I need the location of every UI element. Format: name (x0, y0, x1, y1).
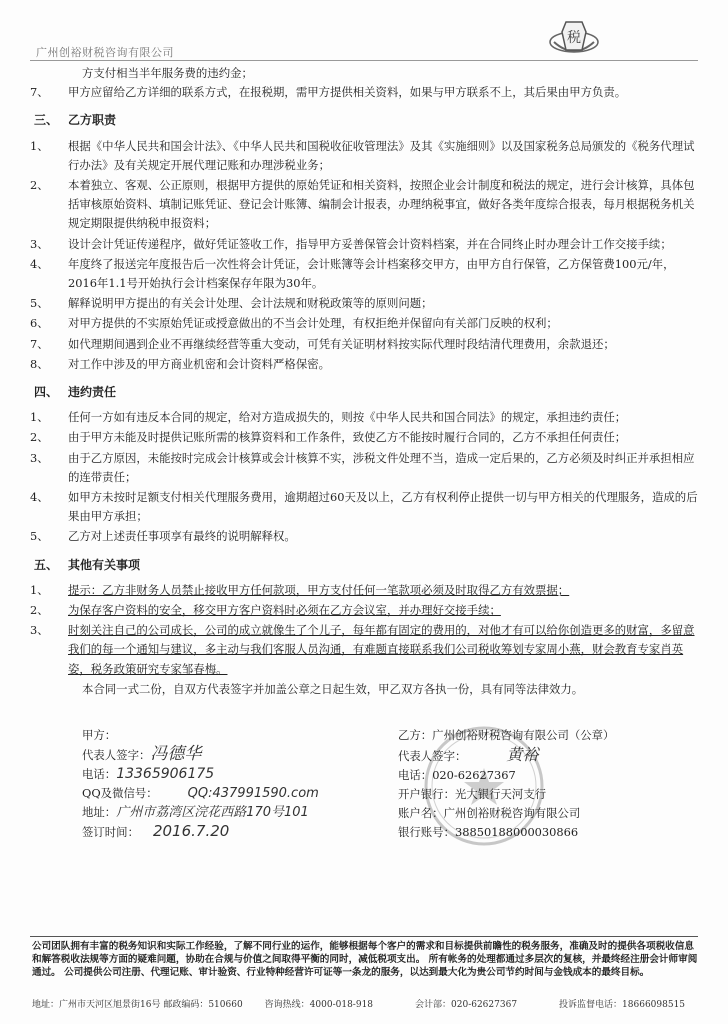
paragraph-text: 由于甲方未能及时提供记账所需的核算资料和工作条件，致使乙方不能按时履行合同的，乙方不承担任何责任； (68, 430, 627, 445)
header-company-name: 广州创裕财税咨询有限公司 (36, 46, 174, 59)
paragraph-text: 乙方对上述责任事项享有最终的说明解释权。 (68, 529, 296, 544)
party-a-date: 2016.7.20 (152, 822, 230, 840)
party-a-address: 广州市荔湾区浣花西路170号101 (116, 805, 309, 820)
paragraph (30, 527, 700, 546)
paragraph (30, 355, 700, 374)
paragraph-text: 任何一方如有违反本合同的规定，给对方造成损失的，则按《中华人民共和国合同法》的规定，承担违约责任； (68, 410, 627, 425)
party-b-signature: 黄裕 (506, 745, 539, 764)
section-title: 违约责任 (68, 385, 117, 400)
paragraph-text: 年度终了报送完年度报告后一次性将会计凭证，会计账簿等会计档案移交甲方，由甲方自行保管，乙方保管费100元/年，2016年1.1号开始执行会计档案保存年限为30年。 (68, 256, 675, 291)
party-b-phone-label: 电话： (398, 768, 433, 782)
paragraph (30, 64, 700, 83)
closing-statement: 本合同一式二份，自双方代表签字并加盖公章之日起生效，甲乙双方各执一份，具有同等法律效力。 (82, 681, 584, 696)
footer-blurb: 公司团队拥有丰富的税务知识和实际工作经验，了解不同行业的运作，能够根据每个客户的需求和目标提供前瞻性的税务服务，准确及时的提供各项税收信息和解答税收法规等方面的疑难问题，协助在合规与价值之间取得平衡的同时，减低税项支出。 所有帐务的处理都通过多层次的复核，并最终经注册会计师审阅通过。 公司提供公司注册、代理记账、审计验资、行业特种经营许可证等一条龙的服务，以达到最大化为贵公司节约时间与金钱成本的最终目标。 (32, 941, 698, 979)
footer-consult-hotline: 咨询热线：4000-018-918 (264, 1000, 374, 1010)
svg-text:税: 税 (567, 30, 581, 46)
paragraph-text: 对工作中涉及的甲方商业机密和会计资料严格保密。 (68, 356, 330, 371)
paragraph-text: 为保存客户资料的安全，移交甲方客户资料时必须在乙方会议室，并办理好交接手续； (68, 603, 501, 618)
section-heading (34, 556, 700, 575)
party-b-account-name-label: 账户名： (398, 806, 444, 820)
paragraph (30, 235, 700, 254)
paragraph-text: 如代理期间遇到企业不再继续经营等重大变动，可凭有关证明材料按实际代理时段结清代理费用，余款退还； (68, 336, 615, 351)
party-b-label: 乙方：广州创裕财税咨询有限公司（公章） (398, 728, 615, 742)
section-heading (34, 111, 700, 130)
paragraph (30, 408, 700, 427)
paragraph (30, 621, 700, 679)
section-title: 其他有关事项 (68, 557, 141, 572)
contract-body (30, 64, 700, 699)
company-logo-icon (548, 16, 600, 64)
party-b-block (398, 726, 614, 842)
party-b-phone: 020-62627367 (432, 768, 516, 782)
paragraph-number: 1、 (30, 138, 49, 153)
paragraph-text: 提示：乙方非财务人员禁止接收甲方任何款项，甲方支付任何一笔款项必须及时取得乙方有效票据； (68, 582, 570, 597)
paragraph-number: 3、 (30, 450, 49, 465)
paragraph (30, 176, 700, 234)
party-a-rep-label: 代表人签字： (82, 748, 151, 762)
party-a-date-label: 签订时间： (82, 825, 139, 839)
footer-contact (32, 997, 702, 1010)
party-b-bank: 光大银行天河支行 (454, 787, 547, 801)
paragraph-number: 3、 (30, 623, 49, 638)
paragraph (30, 428, 700, 447)
paragraph-number: 2、 (30, 603, 49, 618)
paragraph (30, 488, 700, 526)
paragraph (30, 335, 700, 354)
paragraph (30, 314, 700, 333)
section-number: 四、 (34, 385, 59, 400)
footer-complaint-phone: 投诉监督电话：18666098515 (559, 1000, 686, 1010)
paragraph-number: 5、 (30, 296, 49, 311)
paragraph-text: 甲方应留给乙方详细的联系方式，在报税期，需甲方提供相关资料，如果与甲方联系不上，其后果由甲方负责。 (68, 85, 627, 100)
party-b-bank-label: 开户银行： (398, 787, 455, 801)
footer-divider (30, 936, 698, 937)
paragraph-number: 2、 (30, 430, 49, 445)
party-a-qq-label: QQ及微信号： (82, 786, 158, 800)
paragraph-number: 3、 (30, 236, 49, 251)
party-b-account-number: 38850188000030866 (454, 825, 579, 839)
party-b-account-number-label: 银行账号： (398, 825, 455, 839)
paragraph (30, 255, 700, 293)
footer-accounting-phone: 会计部：020-62627367 (415, 1000, 518, 1010)
paragraph-text: 根据《中华人民共和国会计法》、《中华人民共和国税收征收管理法》及其《实施细则》以及国家税务总局颁发的《税务代理试行办法》及有关规定开展代理记账和办理涉税业务； (68, 138, 695, 172)
paragraph (30, 294, 700, 313)
paragraph-number: 6、 (30, 316, 49, 331)
paragraph-text: 如甲方未按时足额支付相关代理服务费用，逾期超过60天及以上，乙方有权利停止提供一切与甲方相关的代理服务，造成的后果由甲方承担； (68, 490, 698, 524)
paragraph-number: 5、 (30, 529, 49, 544)
paragraph-number: 7、 (30, 336, 49, 351)
paragraph-text: 本着独立、客观、公正原则，根据甲方提供的原始凭证和相关资料，按照企业会计制度和税法的规定，进行会计核算，具体包括审核原始资料、填制记账凭证、登记会计账簿、编制会计报表，办理纳税事宜，做好各类年度综合报表，每月根据税务机关规定期限提供纳税申报资料； (68, 178, 695, 231)
paragraph-text: 由于乙方原因，未能按时完成会计核算或会计核算不实，涉税文件处理不当，造成一定后果的，乙方必须及时纠正并承担相应的连带责任； (68, 450, 695, 484)
paragraph (30, 137, 700, 175)
paragraph-text: 方支付相当半年服务费的违约金； (82, 66, 253, 80)
paragraph (30, 83, 700, 102)
paragraph-text: 解释说明甲方提出的有关会计处理、会计法规和财税政策等的原则问题； (68, 296, 433, 311)
paragraph (30, 581, 700, 600)
paragraph-number: 7、 (30, 85, 49, 100)
section-number: 五、 (34, 557, 59, 572)
party-a-block (82, 726, 319, 842)
party-a-phone-label: 电话： (82, 767, 117, 781)
paragraph-text: 对甲方提供的不实原始凭证或授意做出的不当会计处理，有权拒绝并保留向有关部门反映的权利； (68, 316, 558, 331)
paragraph-number: 4、 (30, 490, 49, 505)
section-number: 三、 (34, 113, 59, 128)
paragraph (30, 449, 700, 487)
paragraph-number: 4、 (30, 256, 49, 271)
party-b-account-name: 广州创裕财税咨询有限公司 (443, 806, 581, 820)
party-a-label: 甲方： (82, 728, 117, 742)
paragraph-number: 8、 (30, 356, 49, 371)
party-a-signature: 冯德华 (150, 744, 202, 764)
section-title: 乙方职责 (68, 113, 117, 128)
section-heading (34, 383, 700, 402)
paragraph (30, 601, 700, 620)
party-b-rep-label: 代表人签字： (398, 749, 467, 763)
party-a-address-label: 地址： (82, 805, 117, 819)
paragraph-number: 1、 (30, 582, 49, 597)
party-a-qq: QQ:437991590.com (187, 786, 319, 801)
paragraph-number: 1、 (30, 410, 49, 425)
paragraph-number: 2、 (30, 178, 49, 193)
paragraph-text: 时刻关注自己的公司成长，公司的成立就像生了个儿子，每年都有固定的费用的，对他才有可以给你创造更多的财富，多留意我们的每一个通知与建议，多主动与我们客服人员沟通，有难题直接联系我们公司税收筹划专家周小燕，财会教育专家肖英姿，税务政策研究专家邹春梅。 (68, 623, 695, 676)
party-a-phone: 13365906175 (116, 766, 215, 782)
footer-address: 地址：广州市天河区旭景街16号 邮政编码：510660 (32, 1000, 243, 1010)
paragraph-text: 设计会计凭证传递程序，做好凭证签收工作，指导甲方妥善保管会计资料档案，并在合同终止时办理会计工作交接手续； (68, 236, 672, 251)
